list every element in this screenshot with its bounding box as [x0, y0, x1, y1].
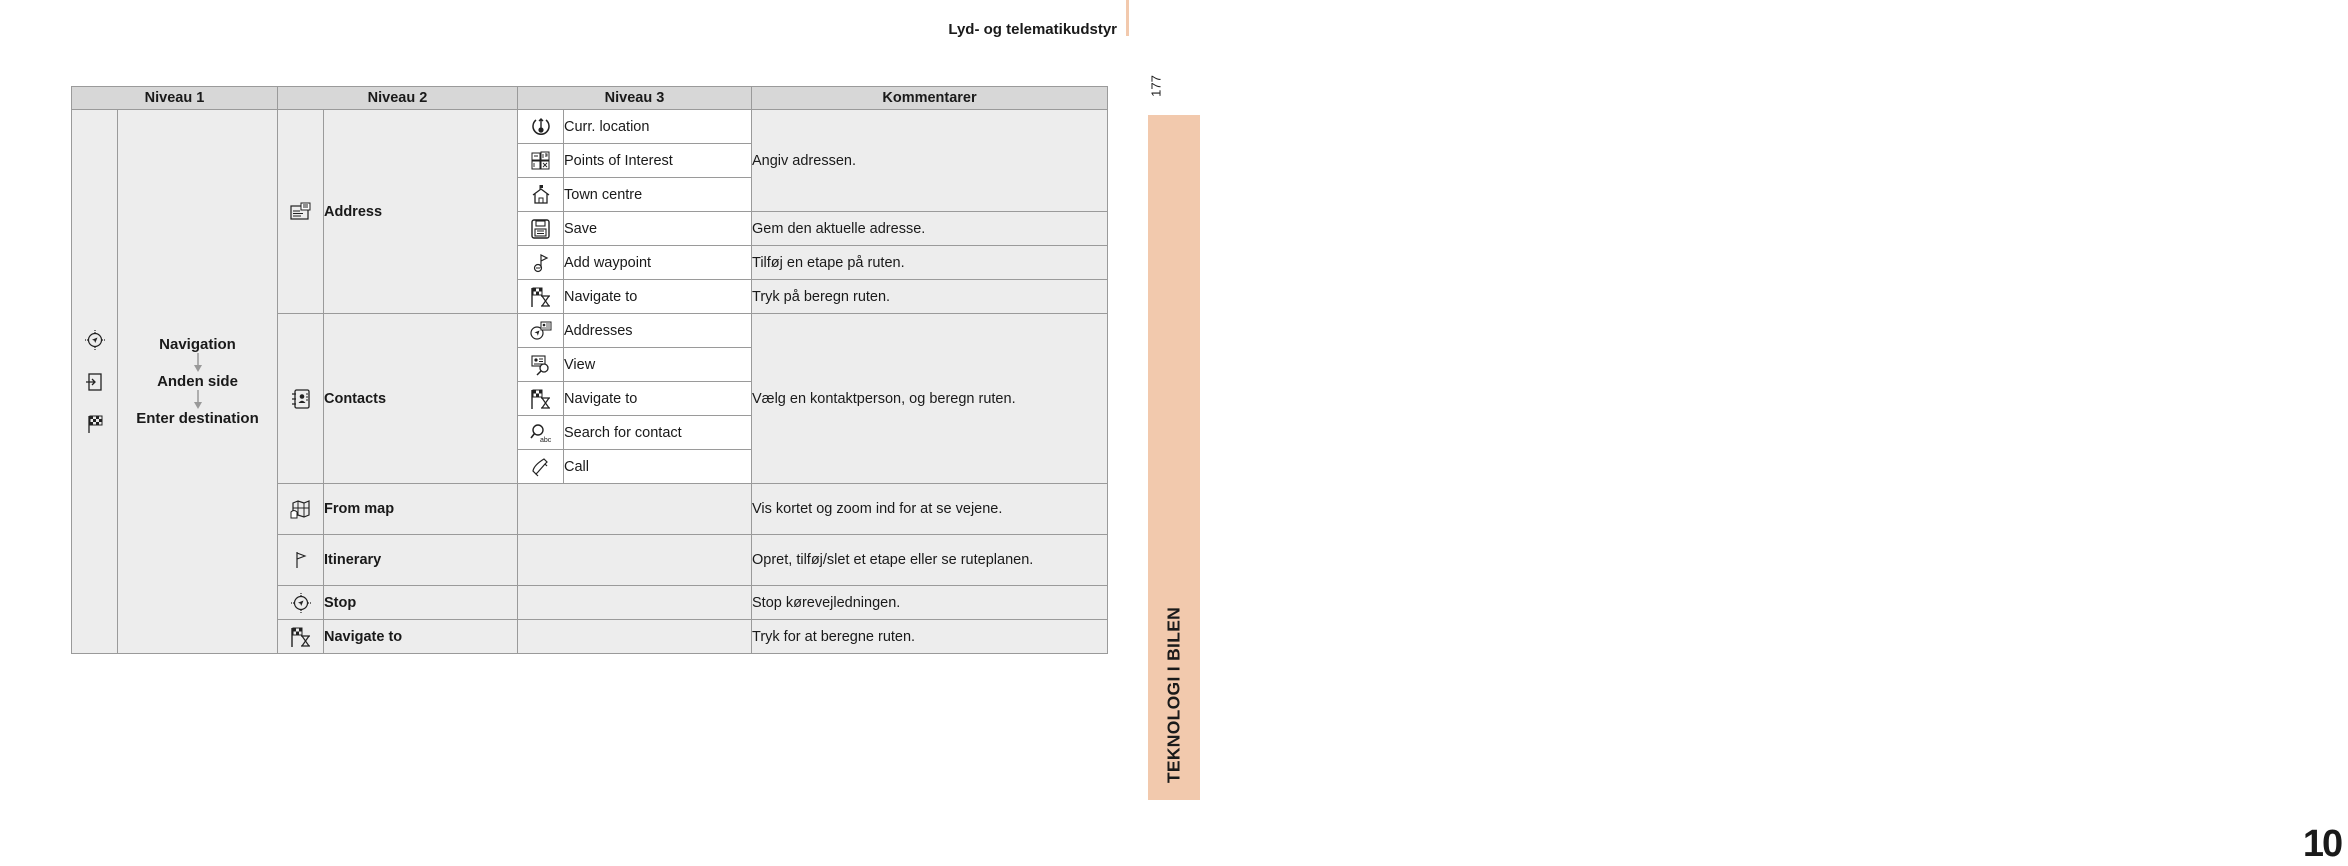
contacts-book-icon — [289, 388, 313, 410]
level3-save: Save — [564, 212, 752, 246]
from-map-label: From map — [324, 484, 518, 535]
table-header-row — [72, 87, 1108, 110]
level3-icon-cell — [518, 178, 564, 212]
stop-label: Stop — [324, 586, 518, 620]
level3-curr-location: Curr. location — [564, 110, 752, 144]
map-icon — [289, 498, 313, 520]
header-kommentarer: Kommentarer — [752, 87, 1108, 110]
level3-icon-cell — [518, 280, 564, 314]
level3-icon-cell — [518, 416, 564, 450]
contact-addresses-icon — [529, 320, 553, 342]
address-label: Address — [324, 110, 518, 314]
level3-add-waypoint: Add waypoint — [564, 246, 752, 280]
current-location-icon — [529, 116, 553, 138]
contacts-icon-cell — [278, 314, 324, 484]
arrow-down-icon — [193, 390, 203, 410]
level3-icon-cell — [518, 382, 564, 416]
level3-town-centre: Town centre — [564, 178, 752, 212]
level3-icon-cell — [518, 212, 564, 246]
svg-text:abc: abc — [539, 436, 551, 444]
comment-from-map: Vis kortet og zoom ind for at se vejene. — [752, 484, 1108, 535]
level3-icon-cell — [518, 144, 564, 178]
town-centre-icon — [529, 184, 553, 206]
contacts-label: Contacts — [324, 314, 518, 484]
comment-stop: Stop kørevejledningen. — [752, 586, 1108, 620]
enter-exit-icon — [83, 371, 107, 393]
level3-view: View — [564, 348, 752, 382]
navigate-to-icon — [529, 286, 553, 308]
empty-level3-cell — [518, 586, 752, 620]
level1-path-cell — [118, 110, 278, 654]
address-icon-cell — [278, 110, 324, 314]
search-contact-icon — [529, 422, 553, 444]
itinerary-icon-cell — [278, 535, 324, 586]
comment-location: Angiv adressen. — [752, 110, 1108, 212]
level3-navigate-to: Navigate to — [564, 280, 752, 314]
page-header-title: Lyd- og telematikudstyr — [948, 21, 1117, 38]
level1-icon-cell — [72, 110, 118, 654]
header-rule — [1126, 0, 1129, 36]
header-niveau-2: Niveau 2 — [278, 87, 518, 110]
level3-icon-cell — [518, 450, 564, 484]
chapter-side-tab — [1148, 115, 2342, 865]
level3-call: Call — [564, 450, 752, 484]
empty-level3-cell — [518, 535, 752, 586]
header-niveau-1: Niveau 1 — [72, 87, 278, 110]
add-waypoint-icon — [529, 252, 553, 274]
level3-icon-cell — [518, 246, 564, 280]
chapter-label-text: TEKNOLOGI I BILEN — [1163, 606, 1184, 784]
navigation-target-icon — [83, 329, 107, 351]
navigate-to-icon-cell — [278, 620, 324, 654]
level1-enter-destination: Enter destination — [136, 410, 259, 427]
itinerary-flag-icon — [289, 549, 313, 571]
stop-icon-cell — [278, 586, 324, 620]
empty-level3-cell — [518, 484, 752, 535]
itinerary-label: Itinerary — [324, 535, 518, 586]
navigate-to-label: Navigate to — [324, 620, 518, 654]
contact-view-icon — [529, 354, 553, 376]
level3-icon-cell — [518, 348, 564, 382]
checkered-flag-icon — [83, 413, 107, 435]
level1-navigation: Navigation — [159, 336, 236, 353]
stop-navigation-icon — [289, 592, 313, 614]
arrow-down-icon — [193, 353, 203, 373]
level3-navigate-to-contact: Navigate to — [564, 382, 752, 416]
header-niveau-3: Niveau 3 — [518, 87, 752, 110]
navigation-menu-table — [71, 86, 1108, 654]
navigate-to-icon — [529, 388, 553, 410]
level3-icon-cell — [518, 110, 564, 144]
page-number — [1143, 68, 1169, 104]
from-map-icon-cell — [278, 484, 324, 535]
page-number-text: 177 — [1148, 75, 1164, 97]
comment-save: Gem den aktuelle adresse. — [752, 212, 1108, 246]
comment-navigate: Tryk på beregn ruten. — [752, 280, 1108, 314]
chapter-label — [1148, 575, 1200, 815]
level3-icon-cell — [518, 314, 564, 348]
table-row — [72, 110, 1108, 144]
chapter-number: 10 — [2302, 823, 2342, 865]
comment-navigate-to: Tryk for at beregne ruten. — [752, 620, 1108, 654]
level3-search-for-contact: Search for contact — [564, 416, 752, 450]
empty-level3-cell — [518, 620, 752, 654]
comment-contacts: Vælg en kontaktperson, og beregn ruten. — [752, 314, 1108, 484]
points-of-interest-icon — [529, 150, 553, 172]
comment-waypoint: Tilføj en etape på ruten. — [752, 246, 1108, 280]
level1-anden-side: Anden side — [157, 373, 238, 390]
address-card-icon — [289, 201, 313, 223]
comment-itinerary: Opret, tilføj/slet et etape eller se ruteplanen. — [752, 535, 1108, 586]
phone-handset-icon — [529, 456, 553, 478]
save-icon — [529, 218, 553, 240]
navigate-to-icon — [289, 626, 313, 648]
chapter-divider — [1156, 812, 1200, 814]
level3-points-of-interest: Points of Interest — [564, 144, 752, 178]
level3-addresses: Addresses — [564, 314, 752, 348]
